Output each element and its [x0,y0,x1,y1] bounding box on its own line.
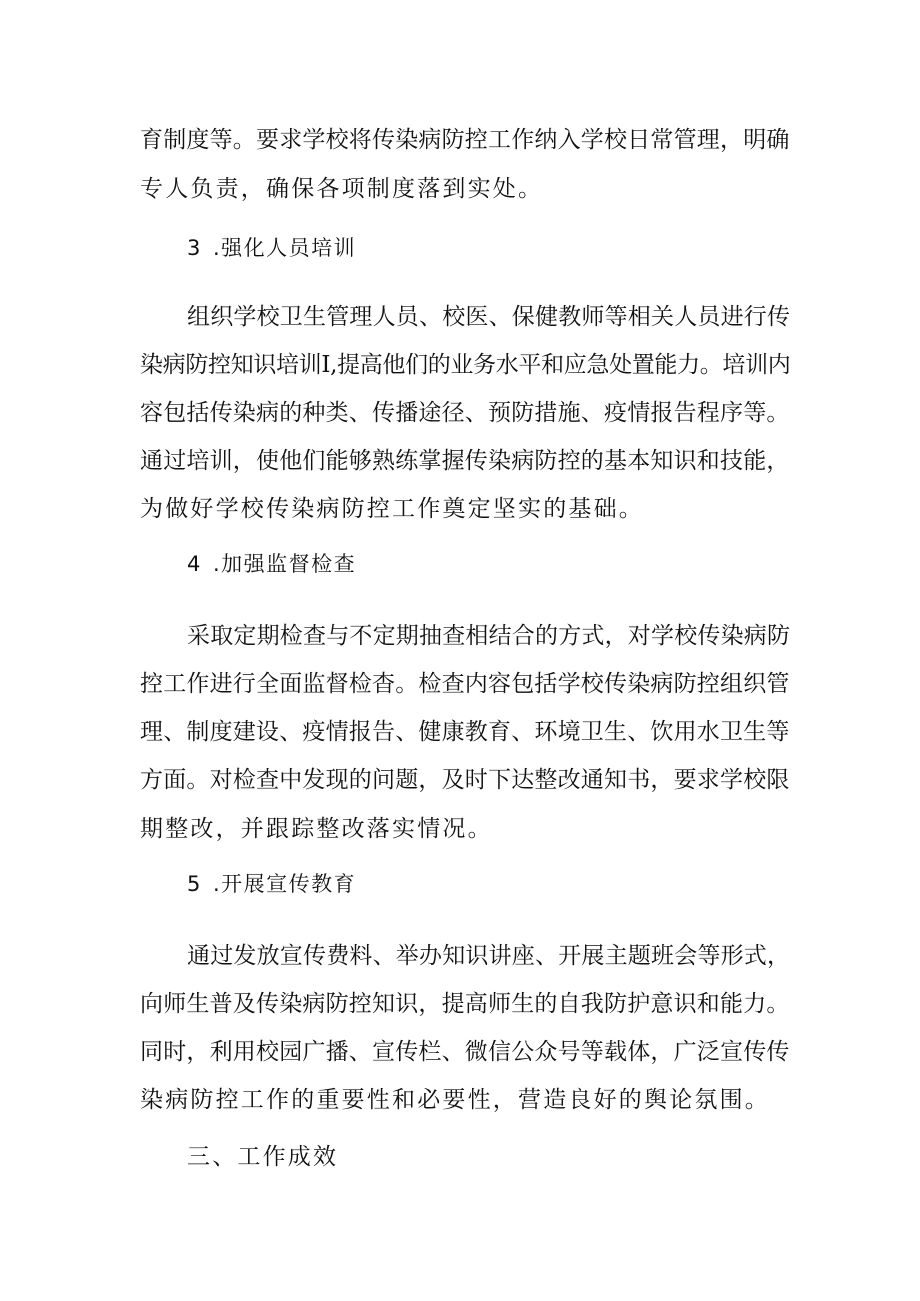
paragraph-line: 通过培训，使他们能够熟练掌握传染病防控的基本知识和技能， [140,448,790,474]
paragraph-line: 组织学校卫生管理人员、校医、保健教师等相关人员进行传 [187,304,791,330]
paragraph-line: 染病防控工作的重要性和必要性，营造良好的舆论氛围。 [140,1087,770,1113]
paragraph-line: 同时，利用校园广播、宣传栏、微信公众号等载体，广泛宣传传 [140,1039,790,1065]
heading-text: .加强监督检查 [213,552,357,576]
paragraph-line: 理、制度建设、疫情报告、健康教育、环境卫生、饮用水卫生等 [140,719,790,745]
section-heading-results: 三、工作成效 [187,1144,339,1170]
paragraph-line: 容包括传染病的种类、传播途径、预防措施、疫情报告程序等。 [140,400,790,426]
heading-number: 3 [187,236,202,260]
paragraph-line: 育制度等。要求学校将传染病防控工作纳入学校日常管理，明确 [140,127,790,153]
heading-inspection [187,549,356,579]
paragraph-line: 期整改，并跟踪整改落实情况。 [140,816,493,842]
paragraph-line: 专人负责，确保各项制度落到实处。 [140,176,544,202]
heading-text: .开展宣传教育 [213,872,357,896]
heading-text: .强化人员培训 [213,236,357,260]
heading-publicity [187,869,356,899]
heading-number: 5 [187,872,202,896]
paragraph-line: 控工作进行全面监督检杳。检查内容包括学校传染病防控组织管 [140,671,790,697]
paragraph-line: 向师生普及传染病防控知识，提高师生的自我防护意识和能力。 [140,991,790,1017]
paragraph-line: 染病防控知识培训I,提高他们的业务水平和应急处置能力。培训内 [140,352,791,378]
heading-number: 4 [187,552,202,576]
paragraph-line: 采取定期检查与不定期抽查相结合的方式，对学校传染病防 [187,623,791,649]
paragraph-line: 方面。对检查中发现的问题，及时下达整改通知书，要求学校限 [140,767,790,793]
paragraph-line: 为做好学校传染病防控工作奠定坚实的基础。 [140,496,644,522]
heading-training [187,233,356,263]
paragraph-line: 通过发放宣传费料、举办知识讲座、开展主题班会等形式， [187,943,791,969]
